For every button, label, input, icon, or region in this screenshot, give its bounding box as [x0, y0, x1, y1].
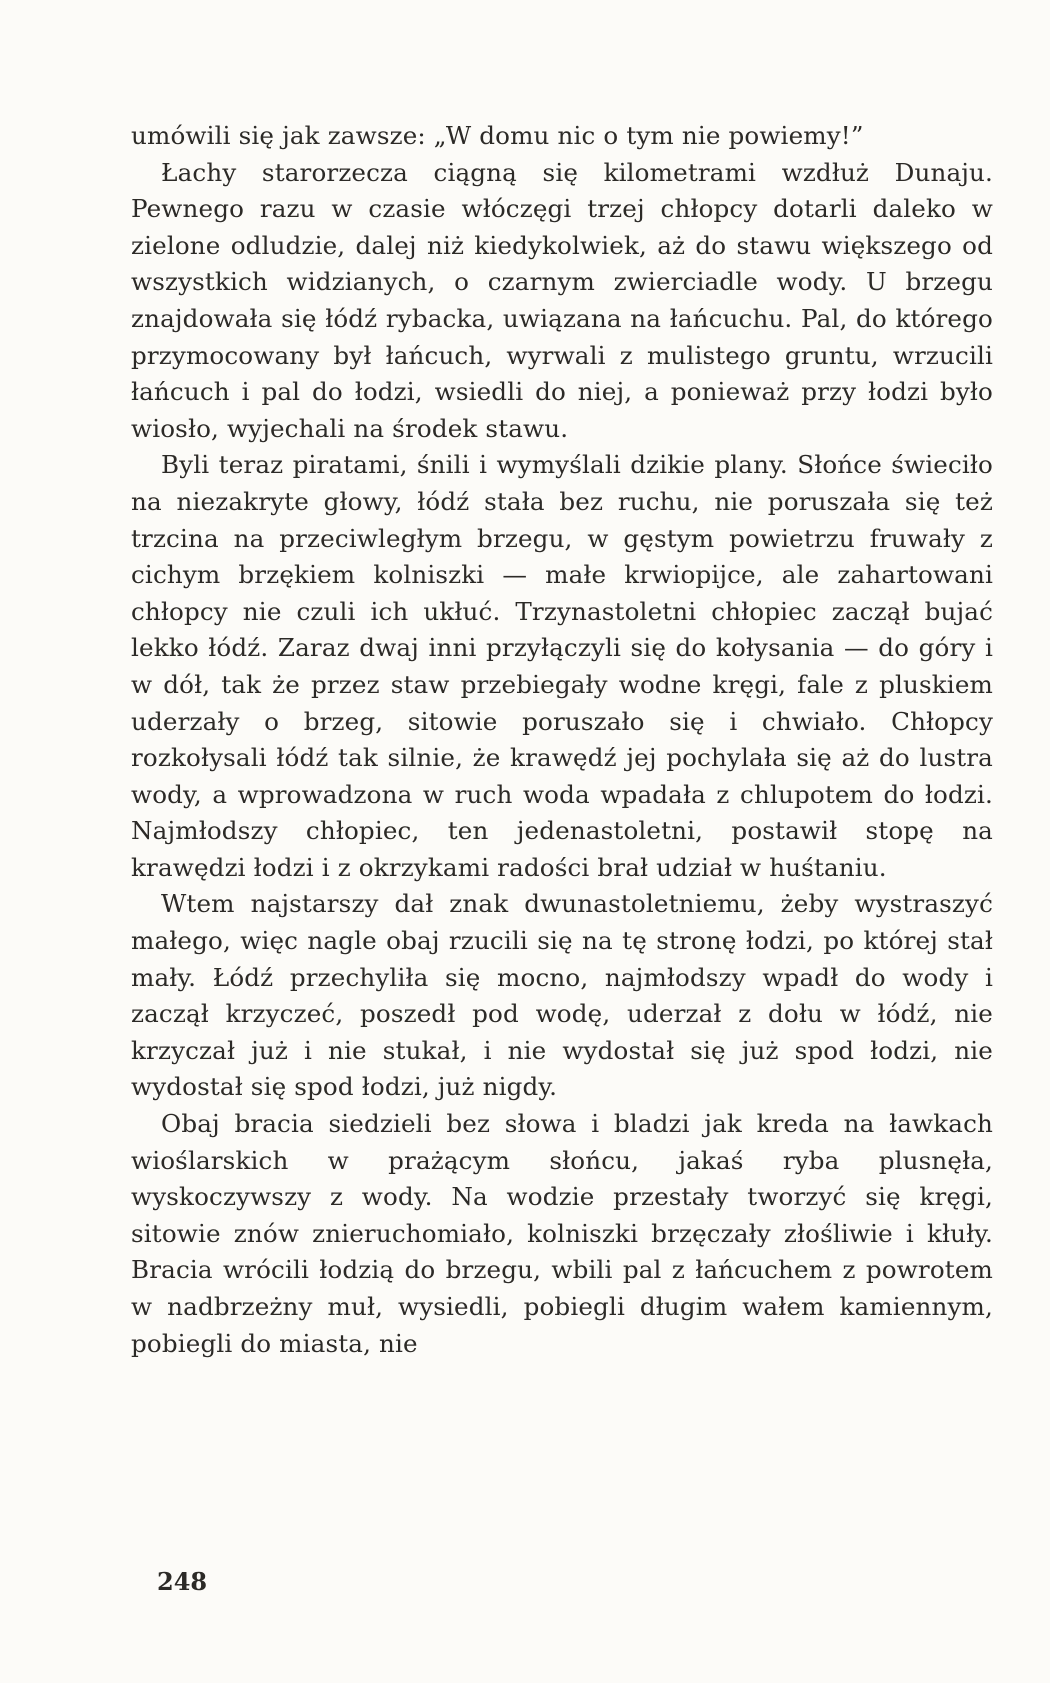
paragraph-4: Wtem najstarszy dał znak dwunastoletniemu, żeby wystraszyć małego, więc nagle obaj rzucili się na tę stronę łodzi, po której stał mały. Łódź przechyliła się mocno, najmłodszy wpadł do wody i zaczął krzyczeć, poszedł pod wodę, uderzał z dołu w łódź, nie krzyczał już i nie stukał, i nie wydostał się już spod łodzi, nie wydostał się spod łodzi, już nigdy. — [131, 889, 993, 1102]
paragraph-3: Byli teraz piratami, śnili i wymyślali dzikie plany. Słońce świeciło na niezakryte głowy, łódź stała bez ruchu, nie poruszała się też trzcina na przeciwległym brzegu, w gęstym powietrzu fruwały z cichym brzękiem kolniszki — małe krwiopijce, ale zahartowani chłopcy nie czuli ich ukłuć. Trzynastoletni chłopiec zaczął bujać lekko łódź. Zaraz dwaj inni przyłączyli się do kołysania — do góry i w dół, tak że przez staw przebiegały wodne kręgi, fale z pluskiem uderzały o brzeg, sitowie poruszało się i chwiało. Chłopcy rozkołysali łódź tak silnie, że krawędź jej pochylała się aż do lustra wody, a wprowadzona w ruch woda wpadała z chlupotem do łodzi. Najmłodszy chłopiec, ten jedenastoletni, postawił stopę na krawędzi łodzi i z okrzykami radości brał udział w huśtaniu. — [131, 450, 993, 882]
paragraph-1: umówili się jak zawsze: „W domu nic o tym nie powiemy!” — [131, 121, 864, 150]
paragraph-5: Obaj bracia siedzieli bez słowa i bladzi jak kreda na ławkach wioślarskich w prażącym słońcu, jakaś ryba plusnęła, wyskoczywszy z wody. Na wodzie przestały tworzyć się kręgi, sitowie znów znieruchomiało, kolniszki brzęczały złośliwie i kłuły. Bracia wrócili łodzią do brzegu, wbili pal z łańcuchem z powrotem w nadbrzeżny muł, wysiedli, pobiegli długim wałem kamiennym, pobiegli do miasta, nie — [131, 1109, 993, 1358]
paragraph-2: Łachy starorzecza ciągną się kilometrami wzdłuż Dunaju. Pewnego razu w czasie włóczęgi trzej chłopcy dotarli daleko w zielone odludzie, dalej niż kiedykolwiek, aż do stawu większego od wszystkich widzianych, o czarnym zwierciadle wody. U brzegu znajdowała się łódź rybacka, uwiązana na łańcuchu. Pal, do którego przymocowany był łańcuch, wyrwali z mulistego gruntu, wrzucili łańcuch i pal do łodzi, wsiedli do niej, a ponieważ przy łodzi było wiosło, wyjechali na środek stawu. — [131, 157, 993, 443]
page-number: 248 — [157, 1567, 208, 1596]
body-text — [131, 118, 993, 1362]
